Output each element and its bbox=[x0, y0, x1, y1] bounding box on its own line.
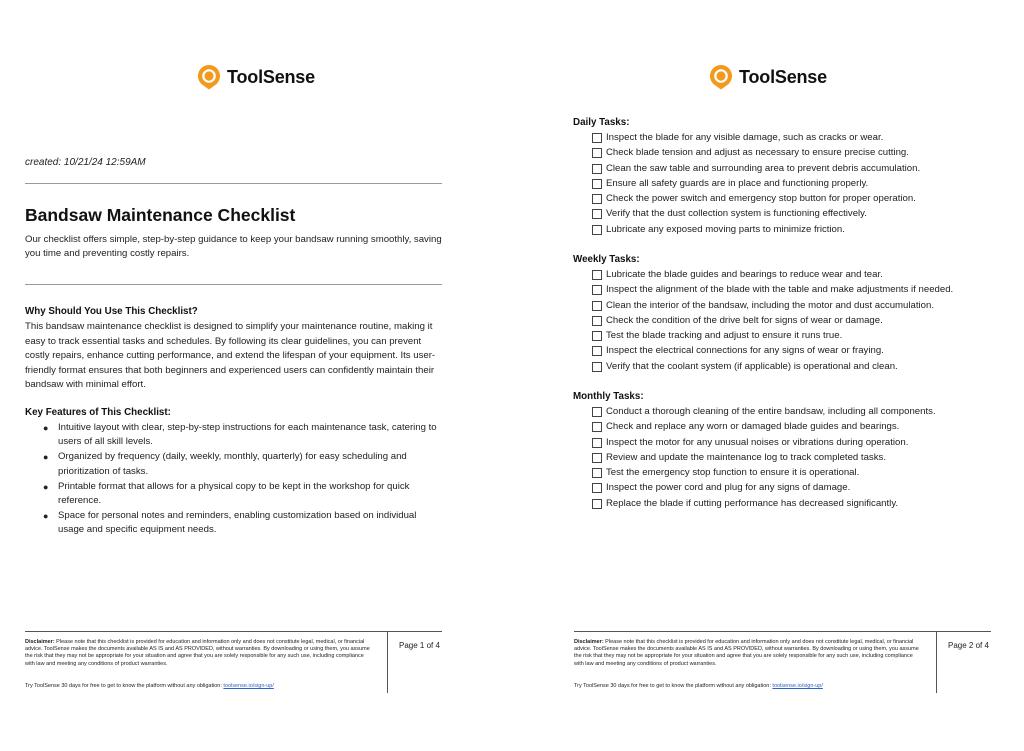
task-item: Verify that the dust collection system is functioning effectively. bbox=[512, 206, 920, 221]
task-checkbox[interactable] bbox=[592, 301, 602, 311]
bullet-icon: ● bbox=[43, 481, 49, 492]
task-item: Check the power switch and emergency stop button for proper operation. bbox=[512, 191, 920, 206]
footer-divider bbox=[936, 632, 937, 693]
list-item: ● Printable format that allows for a physical copy to be kept in the workshop for quick reference. bbox=[43, 480, 410, 507]
task-item: Check the condition of the drive belt for signs of wear or damage. bbox=[512, 313, 953, 328]
brand-name: ToolSense bbox=[739, 66, 827, 87]
task-checkbox[interactable] bbox=[592, 164, 602, 174]
brand-header bbox=[512, 64, 1024, 90]
features-list bbox=[25, 421, 443, 538]
brand-header bbox=[0, 64, 512, 90]
signup-link[interactable]: toolsense.io/sign-up/ bbox=[223, 683, 274, 689]
intro-text: Our checklist offers simple, step-by-step guidance to keep your bandsaw running smoothly, saving you time and preventing costly repairs. bbox=[25, 234, 442, 259]
task-item: Inspect the electrical connections for any signs of wear or fraying. bbox=[512, 343, 953, 358]
task-checkbox[interactable] bbox=[592, 148, 602, 158]
task-item: Inspect the alignment of the blade with the table and make adjustments if needed. bbox=[512, 282, 953, 297]
document-page-2 bbox=[512, 0, 1024, 751]
task-item: Inspect the blade for any visible damage, such as cracks or wear. bbox=[512, 130, 920, 145]
task-item: Review and update the maintenance log to track completed tasks. bbox=[512, 450, 936, 465]
page-number: Page 1 of 4 bbox=[399, 641, 440, 650]
task-item: Inspect the motor for any unusual noises or vibrations during operation. bbox=[512, 435, 936, 450]
task-item: Conduct a thorough cleaning of the entire bandsaw, including all components. bbox=[512, 404, 936, 419]
disclaimer-text: Disclaimer: Please note that this checklist is provided for education and information only and does not constitute legal, medical, or financial advice. ToolSense makes the documents available AS IS and AS PROVIDED, without warranties. By downloading or using them, you assume the risk that they may not be appropriate for your situation and agree that you are solely responsible for any such use, including compliance with law and meeting any conditions of product warranties. bbox=[25, 639, 370, 667]
task-checkbox[interactable] bbox=[592, 468, 602, 478]
task-item: Replace the blade if cutting performance has decreased significantly. bbox=[512, 496, 936, 511]
task-checkbox[interactable] bbox=[592, 483, 602, 493]
task-item: Ensure all safety guards are in place and functioning properly. bbox=[512, 176, 920, 191]
task-item: Inspect the power cord and plug for any signs of damage. bbox=[512, 480, 936, 495]
brand-name: ToolSense bbox=[227, 66, 315, 87]
task-checkbox[interactable] bbox=[592, 194, 602, 204]
task-checkbox[interactable] bbox=[592, 438, 602, 448]
task-item: Test the blade tracking and adjust to ensure it runs true. bbox=[512, 328, 953, 343]
daily-task-list bbox=[512, 130, 920, 237]
monthly-task-list bbox=[512, 404, 936, 511]
task-checkbox[interactable] bbox=[592, 270, 602, 280]
page-title: Bandsaw Maintenance Checklist bbox=[25, 205, 296, 225]
task-checkbox[interactable] bbox=[592, 133, 602, 143]
bullet-icon: ● bbox=[43, 452, 49, 463]
task-item: Check blade tension and adjust as necessary to ensure precise cutting. bbox=[512, 145, 920, 160]
list-item: ● Organized by frequency (daily, weekly, monthly, quarterly) for easy scheduling and prioritization of tasks. bbox=[43, 451, 407, 477]
page-footer bbox=[574, 631, 991, 693]
weekly-tasks-heading: Weekly Tasks: bbox=[573, 254, 640, 265]
signup-link[interactable]: toolsense.io/sign-up/ bbox=[772, 683, 823, 689]
toolsense-logo-icon bbox=[709, 64, 733, 90]
task-checkbox[interactable] bbox=[592, 422, 602, 432]
task-item: Check and replace any worn or damaged blade guides and bearings. bbox=[512, 419, 936, 434]
features-heading: Key Features of This Checklist: bbox=[25, 407, 171, 418]
bullet-icon: ● bbox=[43, 510, 49, 521]
task-checkbox[interactable] bbox=[592, 225, 602, 235]
daily-tasks-heading: Daily Tasks: bbox=[573, 117, 630, 128]
task-item: Clean the saw table and surrounding area to prevent debris accumulation. bbox=[512, 161, 920, 176]
task-checkbox[interactable] bbox=[592, 209, 602, 219]
task-item: Verify that the coolant system (if applicable) is operational and clean. bbox=[512, 359, 953, 374]
task-checkbox[interactable] bbox=[592, 453, 602, 463]
toolsense-logo-icon bbox=[197, 64, 221, 90]
task-checkbox[interactable] bbox=[592, 499, 602, 509]
why-heading: Why Should You Use This Checklist? bbox=[25, 306, 198, 317]
disclaimer-text: Disclaimer: Please note that this checklist is provided for education and information only and does not constitute legal, medical, or financial advice. ToolSense makes the documents available AS IS and AS PROVIDED, without warranties. By downloading or using them, you assume the risk that they may not be appropriate for your situation and agree that you are solely responsible for any such use, including compliance with law and meeting any conditions of product warranties. bbox=[574, 639, 919, 667]
weekly-task-list bbox=[512, 267, 953, 374]
trial-text: Try ToolSense 30 days for free to get to know the platform without any obligation: toolsense.io/sign-up/ bbox=[574, 683, 823, 689]
trial-text: Try ToolSense 30 days for free to get to know the platform without any obligation: toolsense.io/sign-up/ bbox=[25, 683, 274, 689]
task-item: Test the emergency stop function to ensure it is operational. bbox=[512, 465, 936, 480]
task-checkbox[interactable] bbox=[592, 331, 602, 341]
page-footer bbox=[25, 631, 442, 693]
created-timestamp: created: 10/21/24 12:59AM bbox=[25, 157, 146, 168]
task-item: Lubricate any exposed moving parts to minimize friction. bbox=[512, 222, 920, 237]
task-checkbox[interactable] bbox=[592, 362, 602, 372]
monthly-tasks-heading: Monthly Tasks: bbox=[573, 391, 644, 402]
task-checkbox[interactable] bbox=[592, 285, 602, 295]
task-item: Lubricate the blade guides and bearings to reduce wear and tear. bbox=[512, 267, 953, 282]
task-item: Clean the interior of the bandsaw, including the motor and dust accumulation. bbox=[512, 298, 953, 313]
bullet-icon: ● bbox=[43, 423, 49, 433]
list-item: ● Intuitive layout with clear, step-by-step instructions for each maintenance task, catering to users of all skill levels. bbox=[43, 422, 437, 448]
divider bbox=[25, 183, 442, 184]
task-checkbox[interactable] bbox=[592, 407, 602, 417]
task-checkbox[interactable] bbox=[592, 346, 602, 356]
why-text: This bandsaw maintenance checklist is designed to simplify your maintenance routine, making it easy to track essential tasks and schedules. By following its clear guidelines, you can prevent costly repairs, enhance cutting performance, and extend the lifespan of your equipment. Its user-friendly format ensures that both beginners and experienced users can confidently maintain their bandsaw with minimal effort. bbox=[25, 321, 436, 391]
task-checkbox[interactable] bbox=[592, 179, 602, 189]
page-number: Page 2 of 4 bbox=[948, 641, 989, 650]
task-checkbox[interactable] bbox=[592, 316, 602, 326]
footer-divider bbox=[387, 632, 388, 693]
divider bbox=[25, 284, 442, 285]
list-item: ● Space for personal notes and reminders, enabling customization based on individual usage and specific equipment needs. bbox=[43, 509, 417, 536]
